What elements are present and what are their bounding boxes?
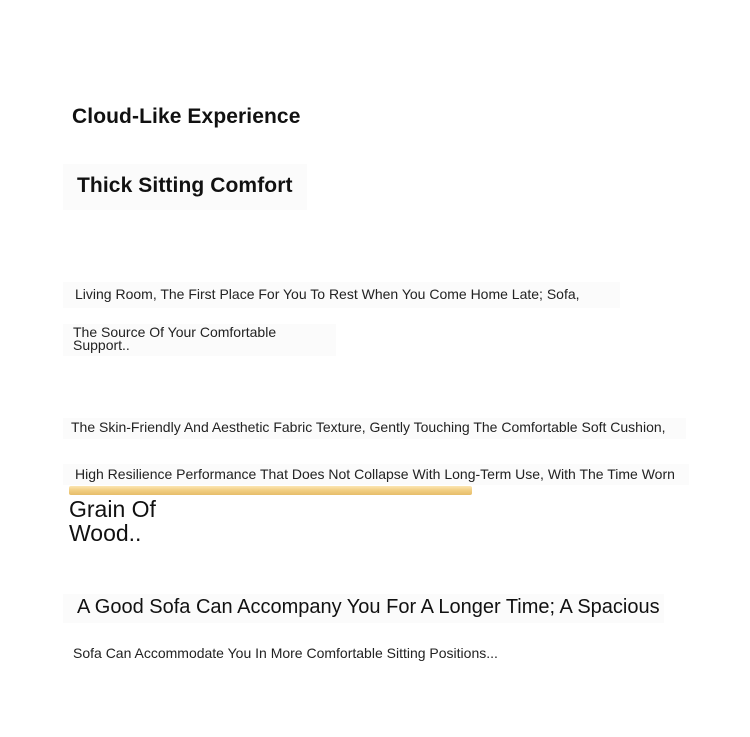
fabric-line-2: High Resilience Performance That Does Not Collapse With Long-Term Use, With The Time Worn bbox=[63, 464, 689, 485]
grain-of-wood-line-1: Grain Of bbox=[69, 496, 156, 522]
grain-of-wood-line-2: Wood.. bbox=[69, 520, 142, 546]
living-room-line-2a: The Source Of Your Comfortable bbox=[73, 324, 277, 340]
living-room-line-1: Living Room, The First Place For You To Rest When You Come Home Late; Sofa, bbox=[63, 282, 620, 308]
wood-grain-stripe bbox=[69, 486, 472, 495]
living-room-line-2 bbox=[63, 324, 336, 356]
closing-line-1: A Good Sofa Can Accompany You For A Longer Time; A Spacious bbox=[63, 594, 664, 623]
living-room-line-2b: Support.. bbox=[73, 337, 130, 353]
fabric-line-1: The Skin-Friendly And Aesthetic Fabric Texture, Gently Touching The Comfortable Soft Cushion, bbox=[63, 418, 686, 439]
heading-cloud-like-experience: Cloud-Like Experience bbox=[72, 105, 301, 128]
heading-thick-sitting-comfort: Thick Sitting Comfort bbox=[63, 164, 307, 210]
closing-line-2: Sofa Can Accommodate You In More Comfortable Sitting Positions... bbox=[73, 645, 498, 661]
grain-of-wood-heading bbox=[69, 497, 156, 545]
